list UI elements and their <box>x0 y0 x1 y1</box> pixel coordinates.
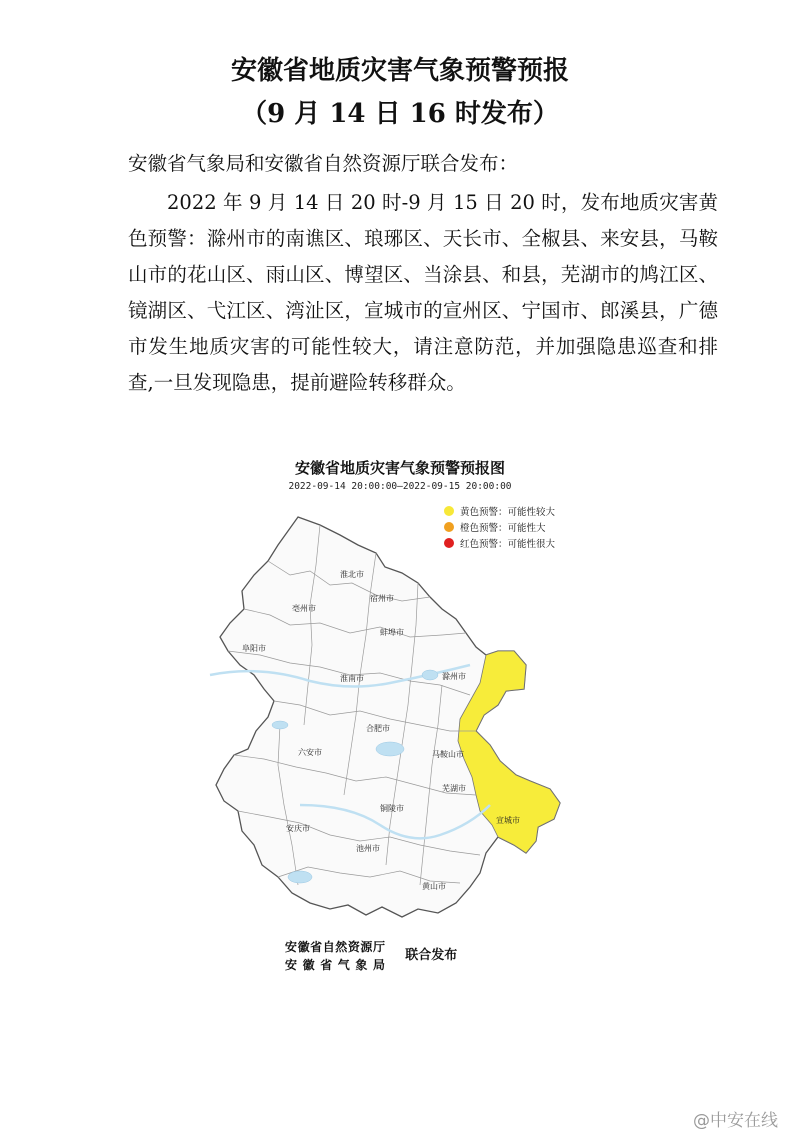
city-huangshan: 黄山市 <box>422 882 446 891</box>
issuer-natural-resources: 安徽省自然资源厅 <box>285 940 385 954</box>
map-legend <box>444 503 555 551</box>
city-tongling: 铜陵市 <box>380 804 404 813</box>
issuer-block <box>285 938 457 974</box>
city-huainan: 淮南市 <box>340 674 364 683</box>
orange-dot-icon <box>444 522 454 532</box>
city-chuzhou: 滁州市 <box>442 672 466 681</box>
city-suzhou: 宿州市 <box>370 594 394 603</box>
intro-line: 安徽省气象局和安徽省自然资源厅联合发布： <box>128 152 519 175</box>
legend-item-yellow <box>444 503 555 519</box>
red-dot-icon <box>444 538 454 548</box>
joint-release: 联合发布 <box>405 948 458 963</box>
warning-body: 2022 年 9 月 14 日 20 时-9 月 15 日 20 时，发布地质灾害黄色预警：滁州市的南谯区、琅琊区、天长市、全椒县、来安县，马鞍山市的花山区、雨山区、博望区、当涂县、和县，芜湖市的鸠江区、镜湖区、弋江区、湾沚区，宣城市的宣州区、宁国市、郎溪县，广德市发生地质灾害的可能性较大，请注意防范，并加强隐患巡查和排查,一旦发现隐患，提前避险转移群众。 <box>128 191 718 394</box>
map-time-range: 2022-09-14 20:00:00—2022-09-15 20:00:00 <box>288 481 512 492</box>
legend-label-yellow: 黄色预警：可能性较大 <box>460 507 556 518</box>
city-luan: 六安市 <box>298 748 322 757</box>
issuer-meteorological: 安徽省气象局 <box>285 958 385 972</box>
city-bozhou: 亳州市 <box>292 604 316 613</box>
province-outline <box>216 517 560 917</box>
city-hefei: 合肥市 <box>366 724 390 733</box>
city-xuancheng: 宣城市 <box>496 816 520 825</box>
city-fuyang: 阜阳市 <box>242 644 266 653</box>
watermark: @中安在线 <box>693 1111 778 1131</box>
legend-item-red <box>444 535 555 551</box>
legend-label-red: 红色预警：可能性很大 <box>460 539 556 550</box>
city-huaibei: 淮北市 <box>340 570 364 579</box>
city-maanshan: 马鞍山市 <box>432 750 464 759</box>
legend-item-orange <box>444 519 555 535</box>
city-bengbu: 蚌埠市 <box>380 628 404 637</box>
yellow-dot-icon <box>444 506 454 516</box>
document-subtitle: （9 月 14 日 16 时发布） <box>241 99 559 129</box>
document-title: 安徽省地质灾害气象预警预报 <box>230 56 569 86</box>
city-anqing: 安庆市 <box>286 824 310 833</box>
city-wuhu: 芜湖市 <box>442 784 466 793</box>
map-title: 安徽省地质灾害气象预警预报图 <box>294 459 505 477</box>
province-map <box>180 505 580 925</box>
legend-label-orange: 橙色预警：可能性大 <box>460 523 546 534</box>
city-chizhou: 池州市 <box>356 844 380 853</box>
